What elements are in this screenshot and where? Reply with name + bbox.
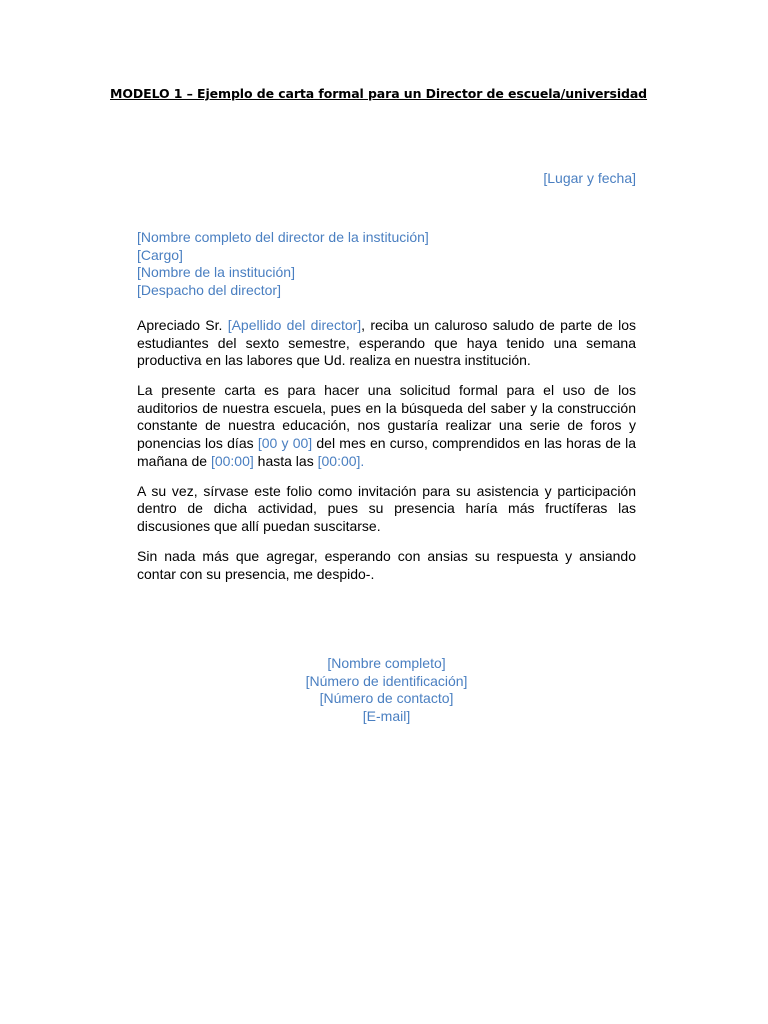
place-date-placeholder: [Lugar y fecha] — [543, 170, 636, 186]
request-part-3: hasta las — [253, 452, 318, 469]
signature-id-number: [Número de identificación] — [305, 672, 468, 689]
paragraph-closing: Sin nada más que agregar, esperando con ansias su respuesta y ansiando contar con su presencia, me despido-. — [137, 548, 636, 582]
paragraph-greeting — [137, 317, 636, 370]
recipient-position: [Cargo] — [137, 246, 183, 263]
request-part-1: La presente carta es para hacer una solicitud formal para el uso de los auditorios de nuestra escuela, pues en la búsqueda del saber y la construcción constante de nuestra educación, nos gustaría realizar una serie de foros y ponencias los días — [137, 382, 636, 452]
paragraph-request — [137, 382, 636, 470]
greeting-suffix: , reciba un caluroso saludo de parte de los estudiantes del sexto semestre, esperando que haya tenido una semana productiva en las labores que Ud. realiza en nuestra institución. — [137, 317, 636, 369]
request-part-2: del mes en curso, comprendidos en las horas de la mañana de — [137, 435, 637, 469]
time-from-placeholder: [00:00] — [210, 452, 254, 469]
paragraph-invitation: A su vez, sírvase este folio como invitación para su asistencia y participación dentro de dicha actividad, pues su presencia haría más fructíferas las discusiones que allí puedan suscitarse. — [137, 482, 636, 534]
director-surname-placeholder: [Apellido del director] — [227, 317, 362, 333]
letter-body — [137, 317, 636, 596]
signature-full-name: [Nombre completo] — [327, 655, 446, 671]
recipient-block — [137, 229, 429, 299]
time-to-placeholder: [00:00]. — [317, 452, 365, 469]
recipient-office: [Despacho del director] — [137, 281, 281, 298]
signature-block — [137, 655, 636, 725]
recipient-institution: [Nombre de la institución] — [137, 264, 295, 281]
signature-contact-number: [Número de contacto] — [319, 690, 454, 707]
recipient-director-name: [Nombre completo del director de la institución] — [137, 229, 429, 245]
greeting-prefix: Apreciado Sr. — [137, 317, 228, 333]
document-title: MODELO 1 – Ejemplo de carta formal para un Director de escuela/universidad — [110, 86, 648, 101]
days-placeholder: [00 y 00] — [257, 435, 313, 452]
signature-email: [E-mail] — [362, 707, 411, 724]
